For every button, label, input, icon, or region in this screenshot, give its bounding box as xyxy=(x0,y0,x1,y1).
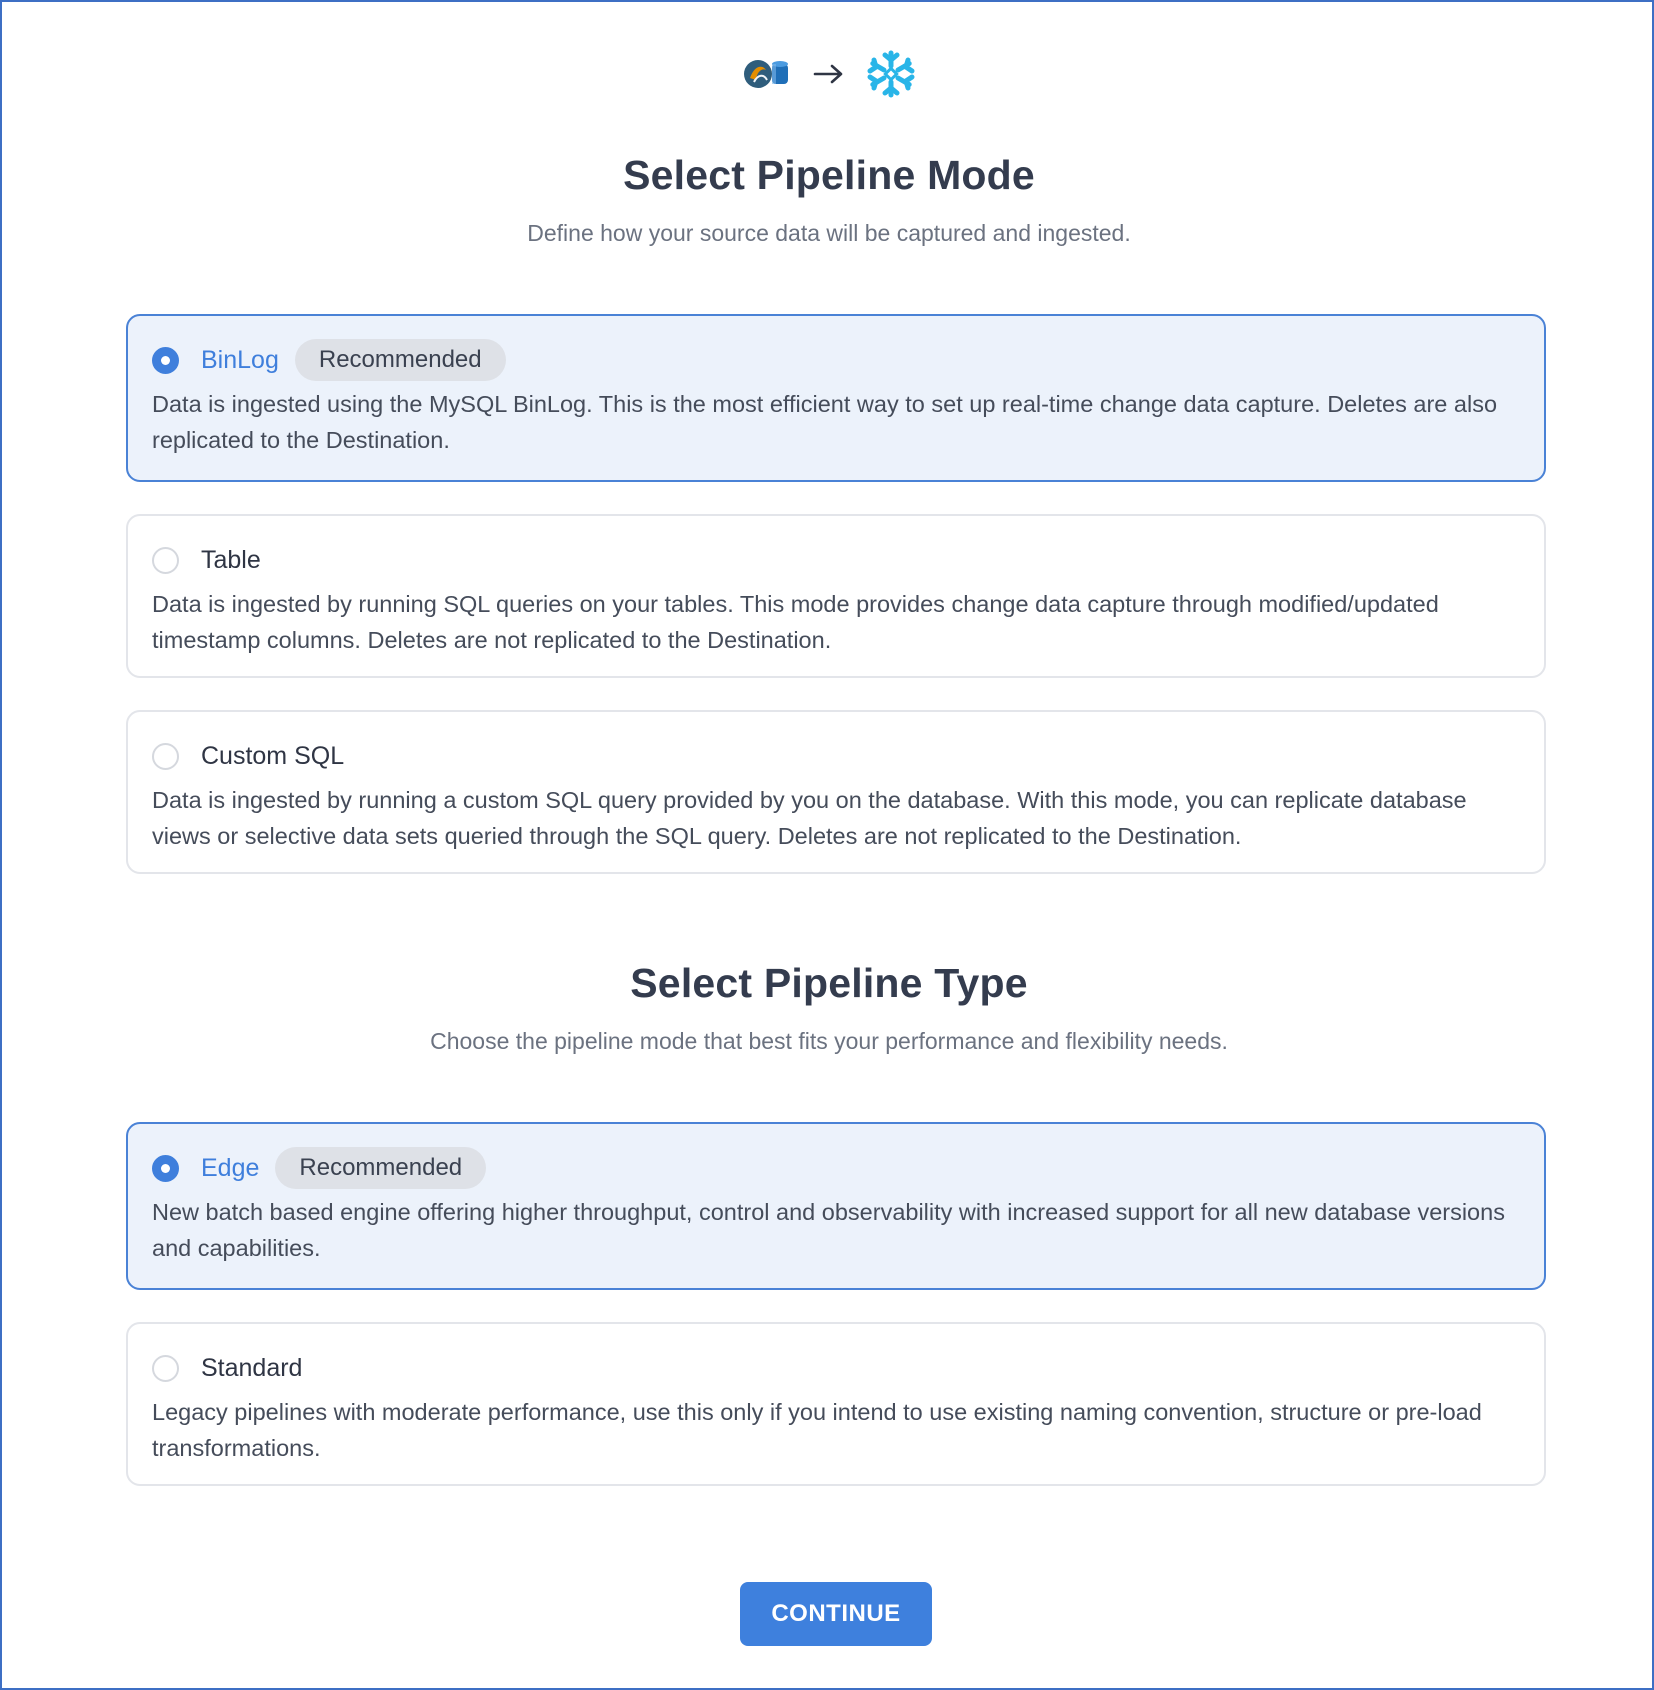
option-label: Custom SQL xyxy=(201,741,345,770)
option-description: Data is ingested using the MySQL BinLog. This is the most efficient way to set up real-time change data capture. Deletes are also replicated to the Destination. xyxy=(152,391,1498,453)
option-description: Data is ingested by running SQL queries on your tables. This mode provides change data capture through modified/updated timestamp columns. Deletes are not replicated to the Destination. xyxy=(152,591,1439,653)
snowflake-logo-icon xyxy=(865,48,917,100)
option-label: Edge xyxy=(201,1153,260,1182)
option-label: Table xyxy=(201,545,261,574)
option-description: New batch based engine offering higher throughput, control and observability with increased support for all new database versions and capabilities. xyxy=(152,1199,1505,1261)
mode-option-custom-sql[interactable] xyxy=(126,710,1546,874)
pipeline-type-title: Select Pipeline Type xyxy=(630,960,1028,1006)
mode-option-binlog[interactable] xyxy=(126,314,1546,482)
mysql-logo-icon xyxy=(741,48,793,100)
radio-binlog[interactable] xyxy=(152,347,179,374)
option-description: Data is ingested by running a custom SQL query provided by you on the database. With this mode, you can replicate database views or selective data sets queried through the SQL query. Deletes are not replicated to the Destination. xyxy=(152,787,1467,849)
radio-custom-sql[interactable] xyxy=(152,743,179,770)
continue-button[interactable]: CONTINUE xyxy=(740,1582,932,1646)
pipeline-mode-title: Select Pipeline Mode xyxy=(623,152,1035,198)
option-label: BinLog xyxy=(201,345,279,374)
radio-standard[interactable] xyxy=(152,1355,179,1382)
arrow-right-icon xyxy=(793,48,865,100)
pipeline-mode-subtitle: Define how your source data will be captured and ingested. xyxy=(527,220,1131,246)
type-option-edge[interactable] xyxy=(126,1122,1546,1290)
connection-header xyxy=(2,48,1654,100)
radio-edge[interactable] xyxy=(152,1155,179,1182)
pipeline-type-subtitle: Choose the pipeline mode that best fits your performance and flexibility needs. xyxy=(430,1028,1228,1054)
recommended-badge: Recommended xyxy=(275,1147,486,1189)
recommended-badge: Recommended xyxy=(295,339,506,381)
option-description: Legacy pipelines with moderate performance, use this only if you intend to use existing naming convention, structure or pre-load transformations. xyxy=(152,1399,1482,1461)
radio-table[interactable] xyxy=(152,547,179,574)
type-option-standard[interactable] xyxy=(126,1322,1546,1486)
option-label: Standard xyxy=(201,1353,303,1382)
mode-option-table[interactable] xyxy=(126,514,1546,678)
